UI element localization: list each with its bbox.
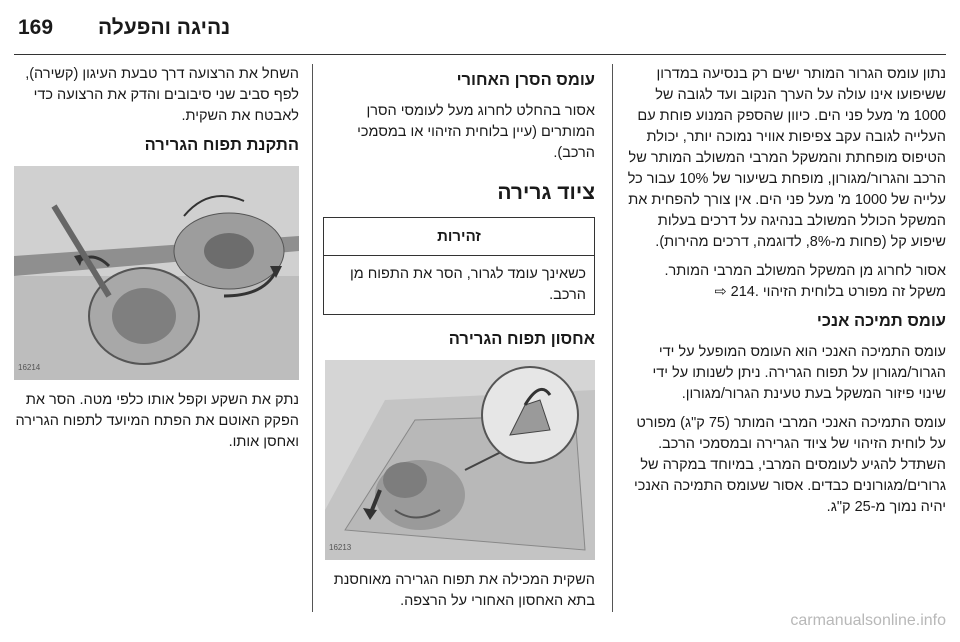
vertical-load-limit-paragraph: עומס התמיכה האנכי המרבי המותר (75 ק"ג) מפורט על לוחית הזיהוי של ציוד הגרירה ובמסמכי הרכב. השתדל להגיע לעומסים המרבי, במיוחד במקרה של גרורים/מגורונים כבדים. אסור שעומס התמיכה האנכי יהיה נמוך מ-25 ק"ג. <box>633 415 946 515</box>
page-number: 169 <box>18 16 54 39</box>
combined-weight-paragraph: אסור לחרוג מן המשקל המשולב המרבי המותר. משקל זה מפורט בלוחית הזיהוי .214 ⇨ <box>664 263 946 300</box>
column-divider-right <box>612 64 613 612</box>
socket-illustration <box>14 166 299 380</box>
rear-axle-load-paragraph: אסור בהחלט לחרוג מעל לעומסי הסרן המותרים (עיין בלוחית הזיהוי או במסמכי הרכב). <box>357 103 595 161</box>
tow-ball-storage-heading: אחסון תפוח הגרירה <box>448 330 595 348</box>
figure-code: 16213 <box>329 543 352 552</box>
towing-equipment-heading: ציוד גרירה <box>497 181 595 204</box>
watermark: carmanualsonline.info <box>790 612 946 629</box>
tow-ball-install-heading: התקנת תפוח הגרירה <box>144 136 299 154</box>
caution-box <box>323 217 595 315</box>
storage-illustration <box>325 360 595 560</box>
install-illustration <box>14 166 299 380</box>
page-header-title: נהיגה והפעלה <box>98 16 231 39</box>
storage-caption: השקית המכילה את תפוח הגרירה מאוחסנת בתא האחסון האחורי על הרצפה. <box>333 572 595 609</box>
left-column <box>14 64 299 461</box>
cargo-area-illustration <box>325 360 595 560</box>
column-divider-left <box>312 64 313 612</box>
socket-instructions: נתק את השקע וקפל אותו כלפי מטה. הסר את הפקק האוטם את הפתח המיועד לתפוח הגרירה ואחסן אותו. <box>15 392 299 450</box>
figure-code: 16214 <box>18 363 41 372</box>
trailer-load-paragraph: נתון עומס הגרור המותר ישים רק בנסיעה במדרון ששיפועו אינו עולה על הערך הנקוב ועד לגובה של 1000 מ' מעל פני הים. כיוון שהספק המנוע פוחת עם העלייה לגובה עקב צפיפות אוויר נמוכה יותר, יכולת הטיפוס מופחתת והמשקל המרבי המשולב המותר של הרכב והגרור/מגורון, מופחת בשיעור של 10% עבור כל עלייה של 1000 מ' מעל פני הים. אין צורך להפחית את המשקל הכולל המשולב בנהיגה על דרכים בעלות שיפוע קל (פחות מ-8%, לדוגמה, דרכים מהירות). <box>627 66 946 250</box>
strap-instructions: השחל את הרצועה דרך טבעת העיגון (קשירה), לפף סביב שני סיבובים והדק את הרצועה כדי לאבטח את השקית. <box>25 66 299 124</box>
caution-text: כשאינך עומד לגרור, הסר את התפוח מן הרכב. <box>349 266 586 303</box>
header-divider <box>14 54 946 55</box>
middle-column <box>325 64 595 620</box>
rear-axle-load-heading: עומס הסרן האחורי <box>456 71 595 89</box>
vertical-load-heading: עומס תמיכה אנכי <box>816 312 946 330</box>
right-column <box>625 64 946 526</box>
vertical-load-paragraph: עומס התמיכה האנכי הוא העומס המופעל על ידי הגרור/מגורון על תפוח הגרירה. ניתן לשנותו על ידי שינוי פיזור המשקל בעת טעינת הגרור/מגורון. <box>652 344 946 402</box>
caution-title: זהירות <box>324 218 594 256</box>
